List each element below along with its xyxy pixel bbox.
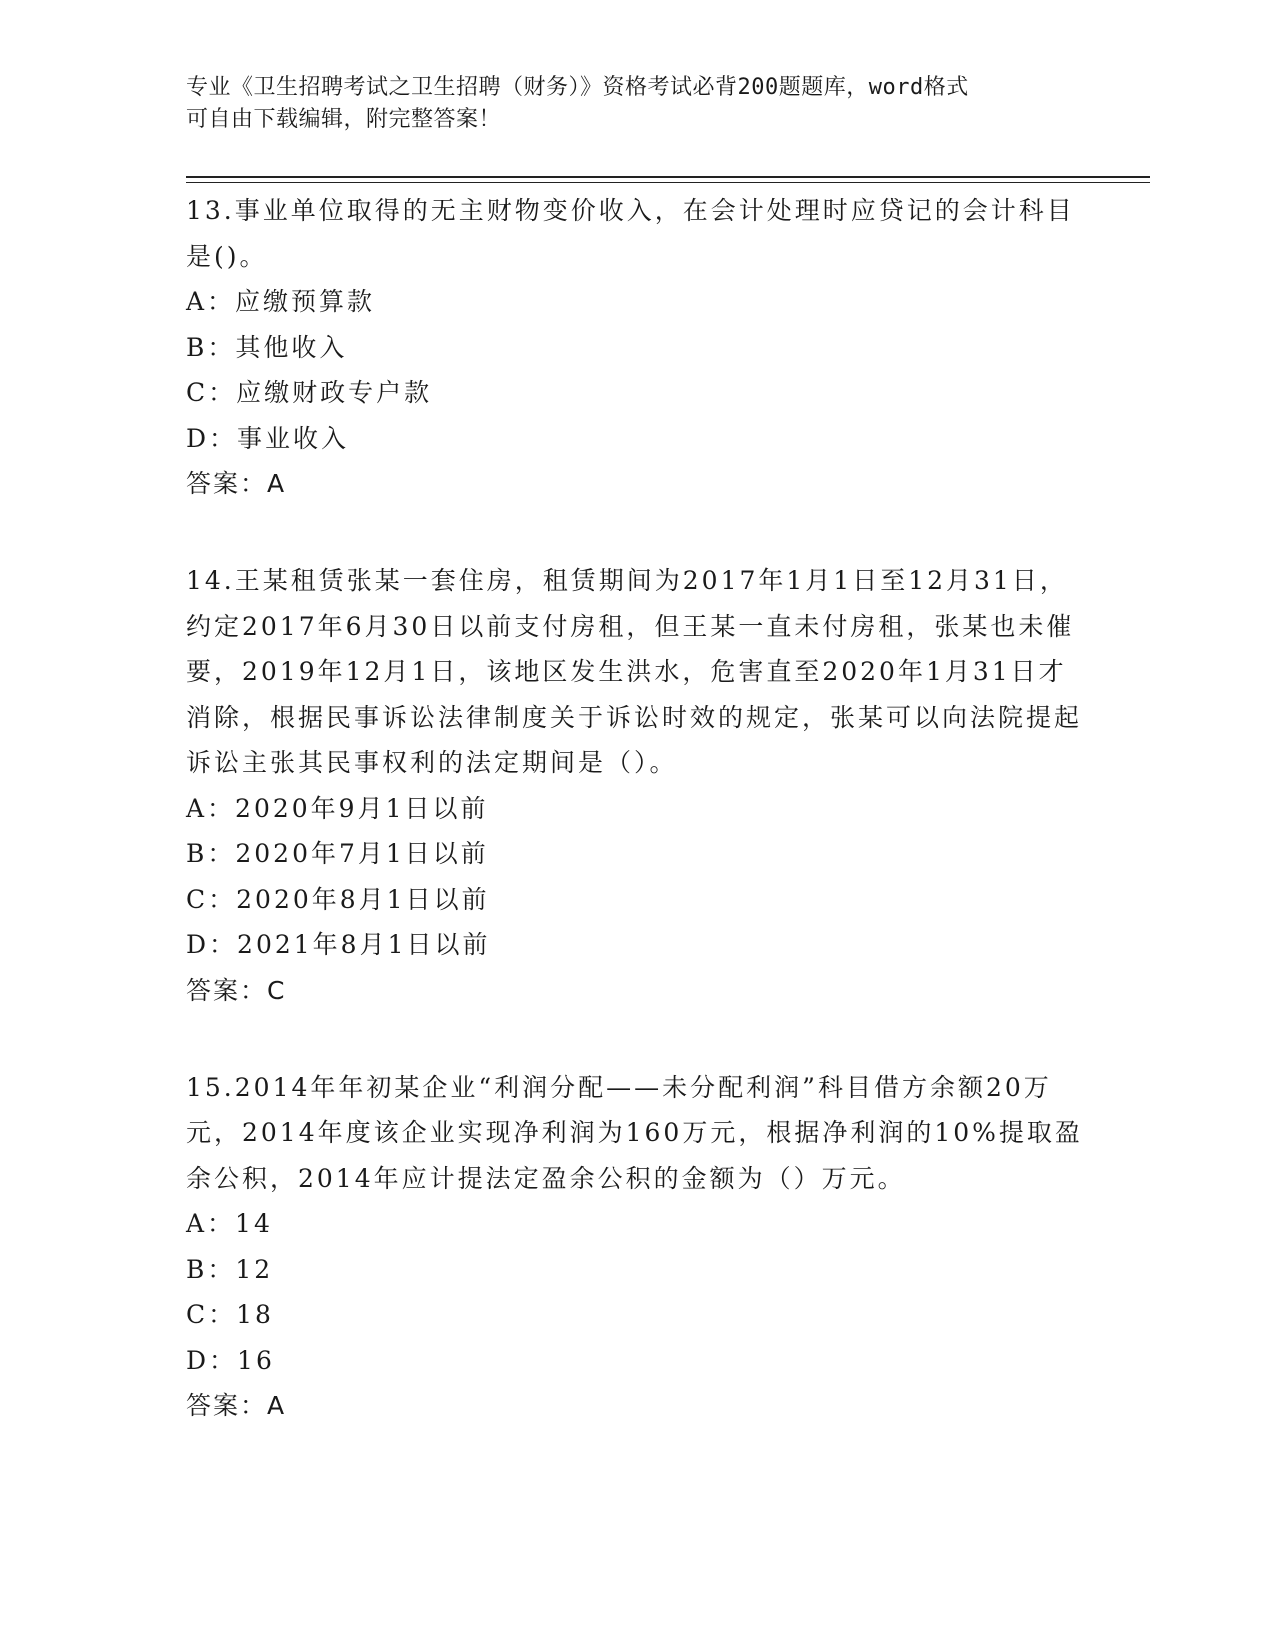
option-a: A：14	[186, 1209, 273, 1238]
header-divider-thin	[186, 182, 1150, 183]
option-d: D：16	[186, 1345, 275, 1375]
question-14	[186, 558, 1086, 1013]
question-stem: 13.事业单位取得的无主财物变价收入，在会计处理时应贷记的会计科目是()。	[186, 196, 1075, 271]
header-line-2: 可自由下载编辑，附完整答案！	[186, 107, 502, 132]
answer: 答案：A	[186, 469, 287, 498]
option-c: C：2020年8月1日以前	[186, 884, 490, 914]
question-stem: 15.2014年年初某企业“利润分配——未分配利润”科目借方余额20万元，2014年度该企业实现净利润为160万元，根据净利润的10%提取盈余公积，2014年应计提法定盈余公积的金额为（）万元。	[186, 1072, 1083, 1193]
option-b: B：2020年7月1日以前	[186, 839, 489, 868]
option-a: A：应缴预算款	[186, 287, 376, 316]
question-list	[186, 188, 1086, 1480]
option-d: D：2021年8月1日以前	[186, 930, 491, 959]
option-c: C：18	[186, 1300, 274, 1329]
option-c: C：应缴财政专户款	[186, 378, 433, 407]
question-stem: 14.王某租赁张某一套住房，租赁期间为2017年1月1日至12月31日，约定2017年6月30日以前支付房租，但王某一直未付房租，张某也未催要，2019年12月1日，该地区发生洪水，危害直至2020年1月31日才消除，根据民事诉讼法律制度关于诉讼时效的规定，张某可以向法院提起诉讼主张其民事权利的法定期间是（）。	[186, 566, 1083, 777]
question-13	[186, 188, 1086, 506]
option-b: B：其他收入	[186, 332, 348, 362]
option-a: A：2020年9月1日以前	[186, 793, 489, 823]
answer: 答案：A	[186, 1391, 287, 1420]
answer: 答案：C	[186, 975, 287, 1005]
question-15	[186, 1065, 1086, 1429]
option-d: D：事业收入	[186, 423, 350, 453]
header-divider-thick	[186, 176, 1150, 178]
option-b: B：12	[186, 1254, 274, 1284]
header-line-1: 专业《卫生招聘考试之卫生招聘（财务）》资格考试必背200题题库，word格式	[186, 75, 969, 100]
document-header	[186, 72, 1086, 136]
